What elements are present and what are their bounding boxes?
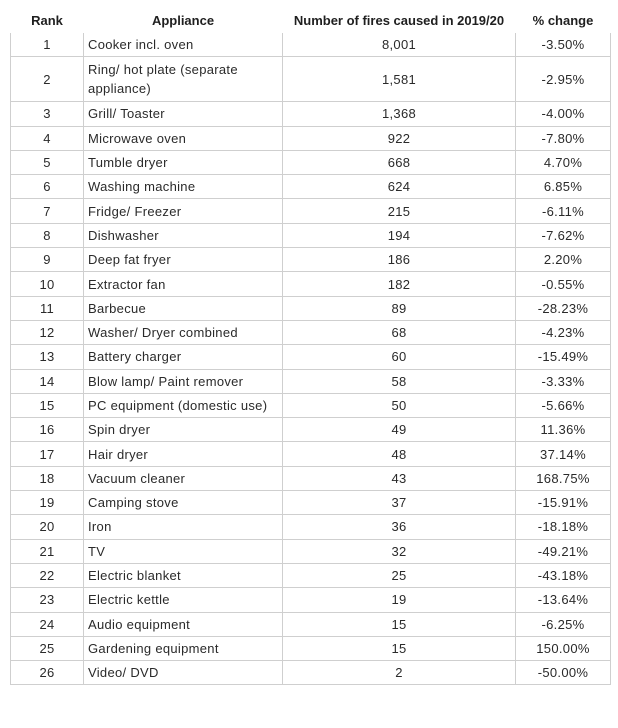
rank-cell: 14	[11, 369, 84, 393]
fires-cell: 32	[283, 539, 516, 563]
rank-cell: 17	[11, 442, 84, 466]
change-cell: -5.66%	[516, 393, 611, 417]
appliance-cell: Electric kettle	[84, 588, 283, 612]
appliance-cell: Audio equipment	[84, 612, 283, 636]
appliance-cell: Fridge/ Freezer	[84, 199, 283, 223]
table-row	[11, 539, 611, 563]
rank-cell: 23	[11, 588, 84, 612]
appliance-cell: Grill/ Toaster	[84, 102, 283, 126]
appliance-cell: Spin dryer	[84, 418, 283, 442]
header-appliance: Appliance	[84, 9, 283, 33]
table-header	[11, 9, 611, 33]
table-row	[11, 175, 611, 199]
change-cell: -2.95%	[516, 57, 611, 102]
fires-cell: 60	[283, 345, 516, 369]
change-cell: -28.23%	[516, 296, 611, 320]
appliance-cell: Tumble dryer	[84, 150, 283, 174]
appliance-cell: Vacuum cleaner	[84, 466, 283, 490]
header-row	[11, 9, 611, 33]
change-cell: -7.80%	[516, 126, 611, 150]
rank-cell: 22	[11, 563, 84, 587]
appliance-cell: Washer/ Dryer combined	[84, 320, 283, 344]
fires-cell: 1,368	[283, 102, 516, 126]
fires-cell: 2	[283, 661, 516, 685]
fires-cell: 194	[283, 223, 516, 247]
rank-cell: 10	[11, 272, 84, 296]
fires-cell: 37	[283, 491, 516, 515]
change-cell: -6.25%	[516, 612, 611, 636]
rank-cell: 8	[11, 223, 84, 247]
appliance-cell: Microwave oven	[84, 126, 283, 150]
table-row	[11, 126, 611, 150]
fires-cell: 50	[283, 393, 516, 417]
rank-cell: 19	[11, 491, 84, 515]
fires-cell: 15	[283, 612, 516, 636]
appliance-cell: Deep fat fryer	[84, 248, 283, 272]
rank-cell: 15	[11, 393, 84, 417]
table-row	[11, 612, 611, 636]
rank-cell: 26	[11, 661, 84, 685]
table-row	[11, 345, 611, 369]
change-cell: -50.00%	[516, 661, 611, 685]
change-cell: 4.70%	[516, 150, 611, 174]
fires-cell: 25	[283, 563, 516, 587]
change-cell: -15.49%	[516, 345, 611, 369]
table-row	[11, 57, 611, 102]
change-cell: -18.18%	[516, 515, 611, 539]
fires-cell: 19	[283, 588, 516, 612]
table-row	[11, 369, 611, 393]
appliance-cell: Barbecue	[84, 296, 283, 320]
header-fires: Number of fires caused in 2019/20	[283, 9, 516, 33]
appliance-cell: Washing machine	[84, 175, 283, 199]
table-row	[11, 442, 611, 466]
fires-cell: 58	[283, 369, 516, 393]
table-row	[11, 563, 611, 587]
change-cell: -49.21%	[516, 539, 611, 563]
change-cell: 37.14%	[516, 442, 611, 466]
fires-cell: 48	[283, 442, 516, 466]
appliance-cell: Iron	[84, 515, 283, 539]
rank-cell: 1	[11, 33, 84, 57]
fires-cell: 186	[283, 248, 516, 272]
change-cell: 168.75%	[516, 466, 611, 490]
fires-cell: 922	[283, 126, 516, 150]
table-row	[11, 150, 611, 174]
table-row	[11, 491, 611, 515]
fires-cell: 182	[283, 272, 516, 296]
change-cell: -15.91%	[516, 491, 611, 515]
table-row	[11, 588, 611, 612]
rank-cell: 18	[11, 466, 84, 490]
appliance-cell: Video/ DVD	[84, 661, 283, 685]
rank-cell: 3	[11, 102, 84, 126]
rank-cell: 24	[11, 612, 84, 636]
rank-cell: 13	[11, 345, 84, 369]
fires-cell: 68	[283, 320, 516, 344]
table-row	[11, 418, 611, 442]
change-cell: -4.23%	[516, 320, 611, 344]
appliance-cell: Hair dryer	[84, 442, 283, 466]
rank-cell: 9	[11, 248, 84, 272]
appliance-cell: Camping stove	[84, 491, 283, 515]
appliance-cell: Ring/ hot plate (separate appliance)	[84, 57, 283, 102]
rank-cell: 5	[11, 150, 84, 174]
table-row	[11, 636, 611, 660]
rank-cell: 6	[11, 175, 84, 199]
rank-cell: 21	[11, 539, 84, 563]
fires-cell: 8,001	[283, 33, 516, 57]
table-row	[11, 296, 611, 320]
table-row	[11, 223, 611, 247]
change-cell: 6.85%	[516, 175, 611, 199]
table-row	[11, 199, 611, 223]
change-cell: 2.20%	[516, 248, 611, 272]
table-row	[11, 272, 611, 296]
fires-cell: 624	[283, 175, 516, 199]
table-body	[11, 33, 611, 685]
rank-cell: 20	[11, 515, 84, 539]
appliance-cell: TV	[84, 539, 283, 563]
appliance-cell: Extractor fan	[84, 272, 283, 296]
rank-cell: 4	[11, 126, 84, 150]
change-cell: -3.50%	[516, 33, 611, 57]
appliance-cell: Electric blanket	[84, 563, 283, 587]
table-row	[11, 393, 611, 417]
appliance-cell: Battery charger	[84, 345, 283, 369]
change-cell: -43.18%	[516, 563, 611, 587]
table-row	[11, 102, 611, 126]
change-cell: -13.64%	[516, 588, 611, 612]
fires-cell: 1,581	[283, 57, 516, 102]
rank-cell: 25	[11, 636, 84, 660]
fires-cell: 49	[283, 418, 516, 442]
change-cell: -3.33%	[516, 369, 611, 393]
header-rank: Rank	[11, 9, 84, 33]
appliance-cell: Gardening equipment	[84, 636, 283, 660]
appliance-cell: Blow lamp/ Paint remover	[84, 369, 283, 393]
appliance-cell: Dishwasher	[84, 223, 283, 247]
table-row	[11, 515, 611, 539]
rank-cell: 11	[11, 296, 84, 320]
fires-cell: 668	[283, 150, 516, 174]
fires-cell: 215	[283, 199, 516, 223]
header-change: % change	[516, 9, 611, 33]
appliance-fires-table	[10, 8, 611, 685]
table-row	[11, 661, 611, 685]
rank-cell: 12	[11, 320, 84, 344]
change-cell: -6.11%	[516, 199, 611, 223]
change-cell: -7.62%	[516, 223, 611, 247]
fires-cell: 89	[283, 296, 516, 320]
table-row	[11, 320, 611, 344]
fires-cell: 36	[283, 515, 516, 539]
rank-cell: 16	[11, 418, 84, 442]
table-row	[11, 466, 611, 490]
appliance-cell: PC equipment (domestic use)	[84, 393, 283, 417]
change-cell: 11.36%	[516, 418, 611, 442]
rank-cell: 7	[11, 199, 84, 223]
fires-cell: 43	[283, 466, 516, 490]
change-cell: -0.55%	[516, 272, 611, 296]
table-row	[11, 248, 611, 272]
rank-cell: 2	[11, 57, 84, 102]
table-row	[11, 33, 611, 57]
fires-cell: 15	[283, 636, 516, 660]
appliance-cell: Cooker incl. oven	[84, 33, 283, 57]
change-cell: 150.00%	[516, 636, 611, 660]
change-cell: -4.00%	[516, 102, 611, 126]
